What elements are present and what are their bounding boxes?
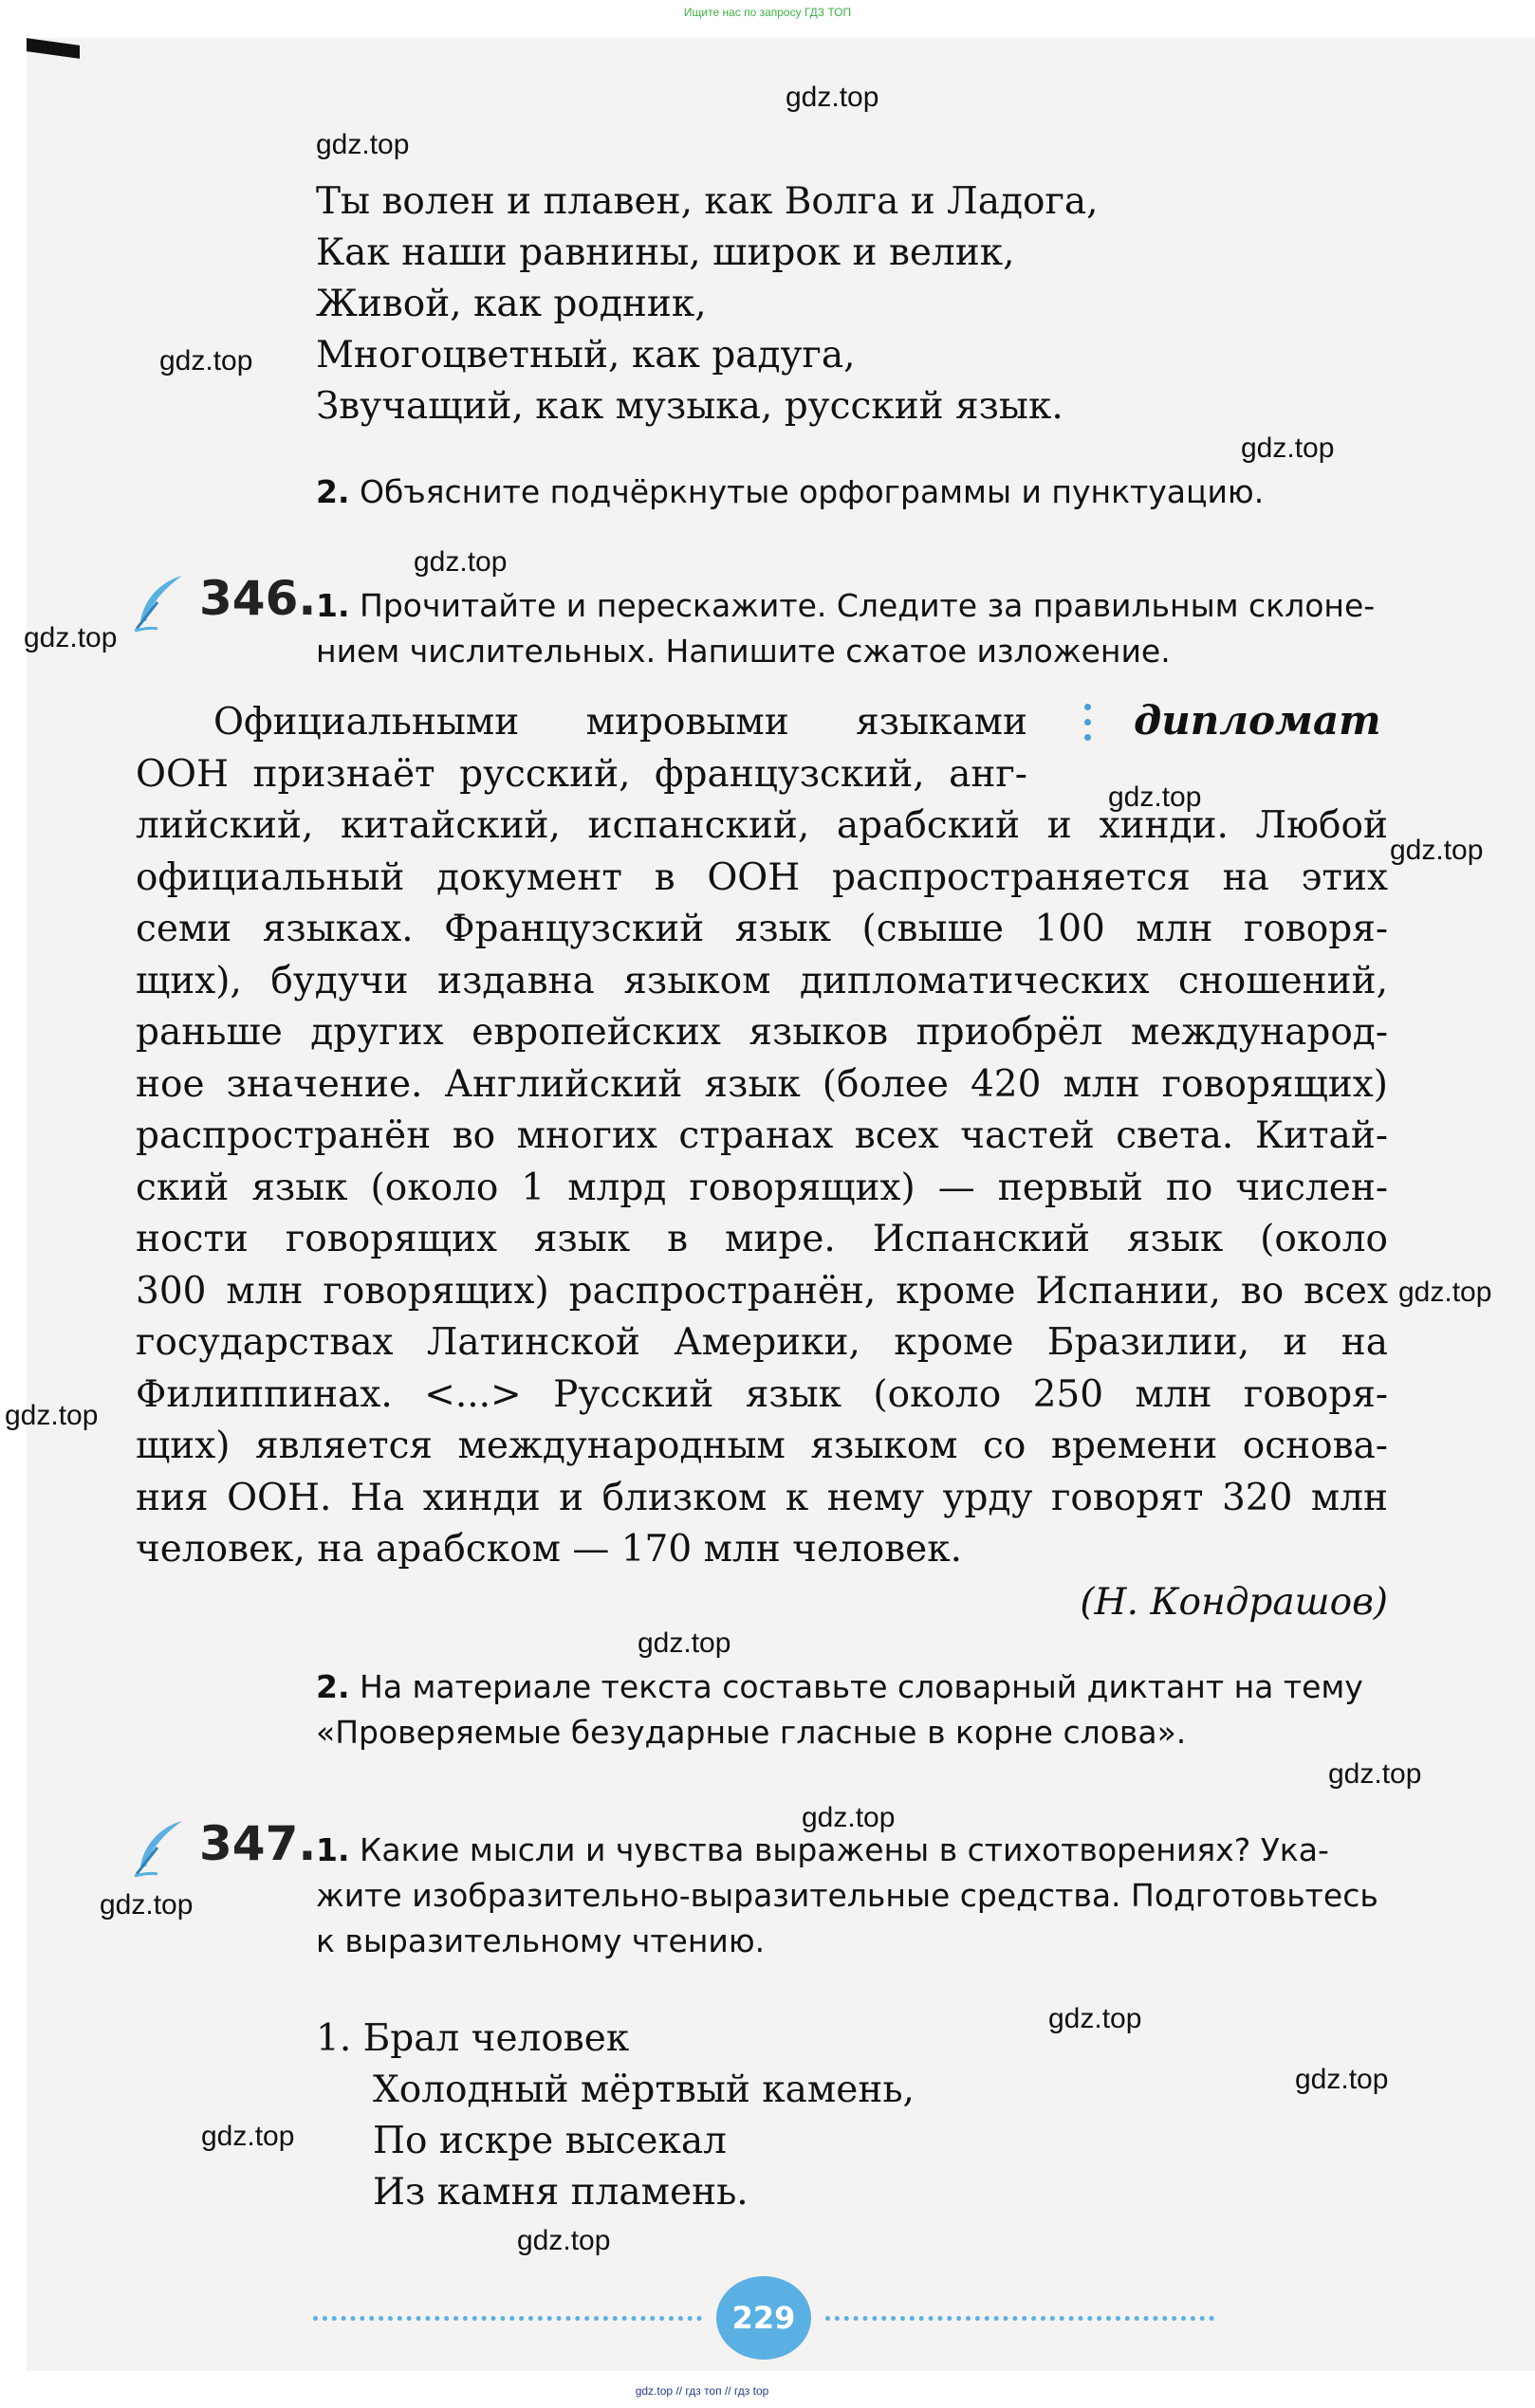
- ex347-task1: [316, 1828, 1388, 1964]
- page-dot-rule-left: [313, 2316, 702, 2321]
- text-line: ния ООН. На хинди и близком к нему урду говорят 320 млн: [136, 1476, 1388, 1519]
- text-line: официальный документ в ООН распространяется на этих: [136, 855, 1388, 899]
- poem-line: По искре высекал: [373, 2120, 727, 2162]
- text-line: государствах Латинской Америки, кроме Бразилии, и на: [136, 1321, 1388, 1364]
- poem-line: Живой, как родник,: [316, 283, 707, 325]
- watermark: gdz.top: [5, 1400, 99, 1431]
- task-number: 2.: [316, 1668, 350, 1705]
- page-number: 229: [716, 2276, 811, 2360]
- task-text: жите изобразительно-выразительные средства. Подготовьтесь: [316, 1877, 1378, 1914]
- exercise-number: 346.: [199, 571, 317, 626]
- watermark: gdz.top: [100, 1889, 194, 1921]
- watermark: gdz.top: [517, 2225, 611, 2256]
- ex346-task2: [316, 1664, 1388, 1755]
- watermark: gdz.top: [786, 82, 879, 113]
- watermark: gdz.top: [802, 1802, 896, 1833]
- watermark: gdz.top: [1328, 1758, 1422, 1790]
- task-text: к выразительному чтению.: [316, 1922, 766, 1959]
- poem-line: Из камня пламень.: [373, 2171, 749, 2214]
- watermark: gdz.top: [1295, 2064, 1389, 2095]
- top-search-hint[interactable]: Ищите нас по запросу ГДЗ ТОП: [683, 6, 852, 19]
- poem-line: Звучащий, как музыка, русский язык.: [316, 385, 1063, 428]
- poem-line: Ты волен и плавен, как Волга и Ладога,: [316, 180, 1099, 223]
- page-dot-rule-right: [825, 2316, 1214, 2321]
- watermark: gdz.top: [1108, 781, 1202, 813]
- task-text: нием числительных. Напишите сжатое изложение.: [316, 633, 1171, 670]
- task-text: Объясните подчёркнутые орфограммы и пунктуацию.: [360, 473, 1265, 510]
- watermark: gdz.top: [316, 129, 410, 160]
- watermark: gdz.top: [1398, 1277, 1492, 1308]
- poem-line: Многоцветный, как радуга,: [316, 334, 856, 377]
- vocabulary-word: дипломат: [1134, 697, 1381, 744]
- watermark: gdz.top: [24, 622, 118, 653]
- task-text: Прочитайте и перескажите. Следите за правильным склоне-: [360, 587, 1376, 624]
- watermark: gdz.top: [1390, 835, 1484, 866]
- text-line: ООН признаёт русский, французский, анг-: [136, 752, 1027, 796]
- text-line: лийский, китайский, испанский, арабский и хинди. Любой: [136, 804, 1388, 847]
- feather-icon: [133, 574, 186, 633]
- bottom-site-links[interactable]: gdz.top // гдз топ // гдз top: [635, 2384, 769, 2398]
- poem-347: [316, 2013, 915, 2218]
- watermark: gdz.top: [1241, 432, 1335, 464]
- text-line: распространён во многих странах всех частей света. Китай-: [136, 1114, 1388, 1157]
- text-line: ное значение. Английский язык (более 420 млн говорящих): [136, 1062, 1388, 1106]
- text-line: Филиппинах. <...> Русский язык (около 250 млн говоря-: [136, 1372, 1388, 1416]
- poem-task: [316, 469, 1264, 515]
- task-text: «Проверяемые безударные гласные в корне слова».: [316, 1714, 1187, 1751]
- text-line: Официальными мировыми языками: [213, 701, 1027, 744]
- feather-icon: [133, 1819, 186, 1878]
- text-line: раньше других европейских языков приобрёл международ-: [136, 1011, 1388, 1054]
- text-line: щих) является международным языком со времени основа-: [136, 1425, 1388, 1467]
- task-number: 1.: [316, 1831, 350, 1868]
- text-line: ский язык (около 1 млрд говорящих) — первый по числен-: [136, 1166, 1388, 1209]
- watermark: gdz.top: [1048, 2003, 1142, 2034]
- task-text: На материале текста составьте словарный диктант на тему: [360, 1668, 1363, 1705]
- poem-number: 1.: [316, 2017, 352, 2060]
- poem-line: Холодный мёртвый камень,: [373, 2068, 915, 2111]
- task-number: 1.: [316, 587, 350, 624]
- watermark: gdz.top: [159, 345, 253, 377]
- text-line: человек, на арабском — 170 млн человек.: [136, 1528, 963, 1571]
- watermark: gdz.top: [201, 2121, 295, 2152]
- text-line: семи языках. Французский язык (свыше 100 млн говоря-: [136, 908, 1388, 950]
- task-number: 2.: [316, 473, 350, 510]
- ex346-text: [136, 697, 1388, 1576]
- poem-line: Брал человек: [362, 2017, 630, 2060]
- poem-line: Как наши равнины, широк и велик,: [316, 231, 1015, 274]
- ex346-task1: [316, 583, 1388, 674]
- text-line: 300 млн говорящих) распространён, кроме Испании, во всех: [136, 1269, 1388, 1313]
- watermark: gdz.top: [638, 1627, 731, 1659]
- watermark: gdz.top: [414, 546, 508, 578]
- task-text: Какие мысли и чувства выражены в стихотворениях? Ука-: [360, 1831, 1329, 1868]
- text-author: (Н. Кондрашов): [1080, 1581, 1388, 1624]
- exercise-number: 347.: [199, 1816, 317, 1871]
- text-line: щих), будучи издавна языком дипломатических сношений,: [136, 959, 1388, 1002]
- poem-top: [316, 176, 1099, 432]
- text-line: ности говорящих язык в мире. Испанский язык (около: [136, 1218, 1388, 1260]
